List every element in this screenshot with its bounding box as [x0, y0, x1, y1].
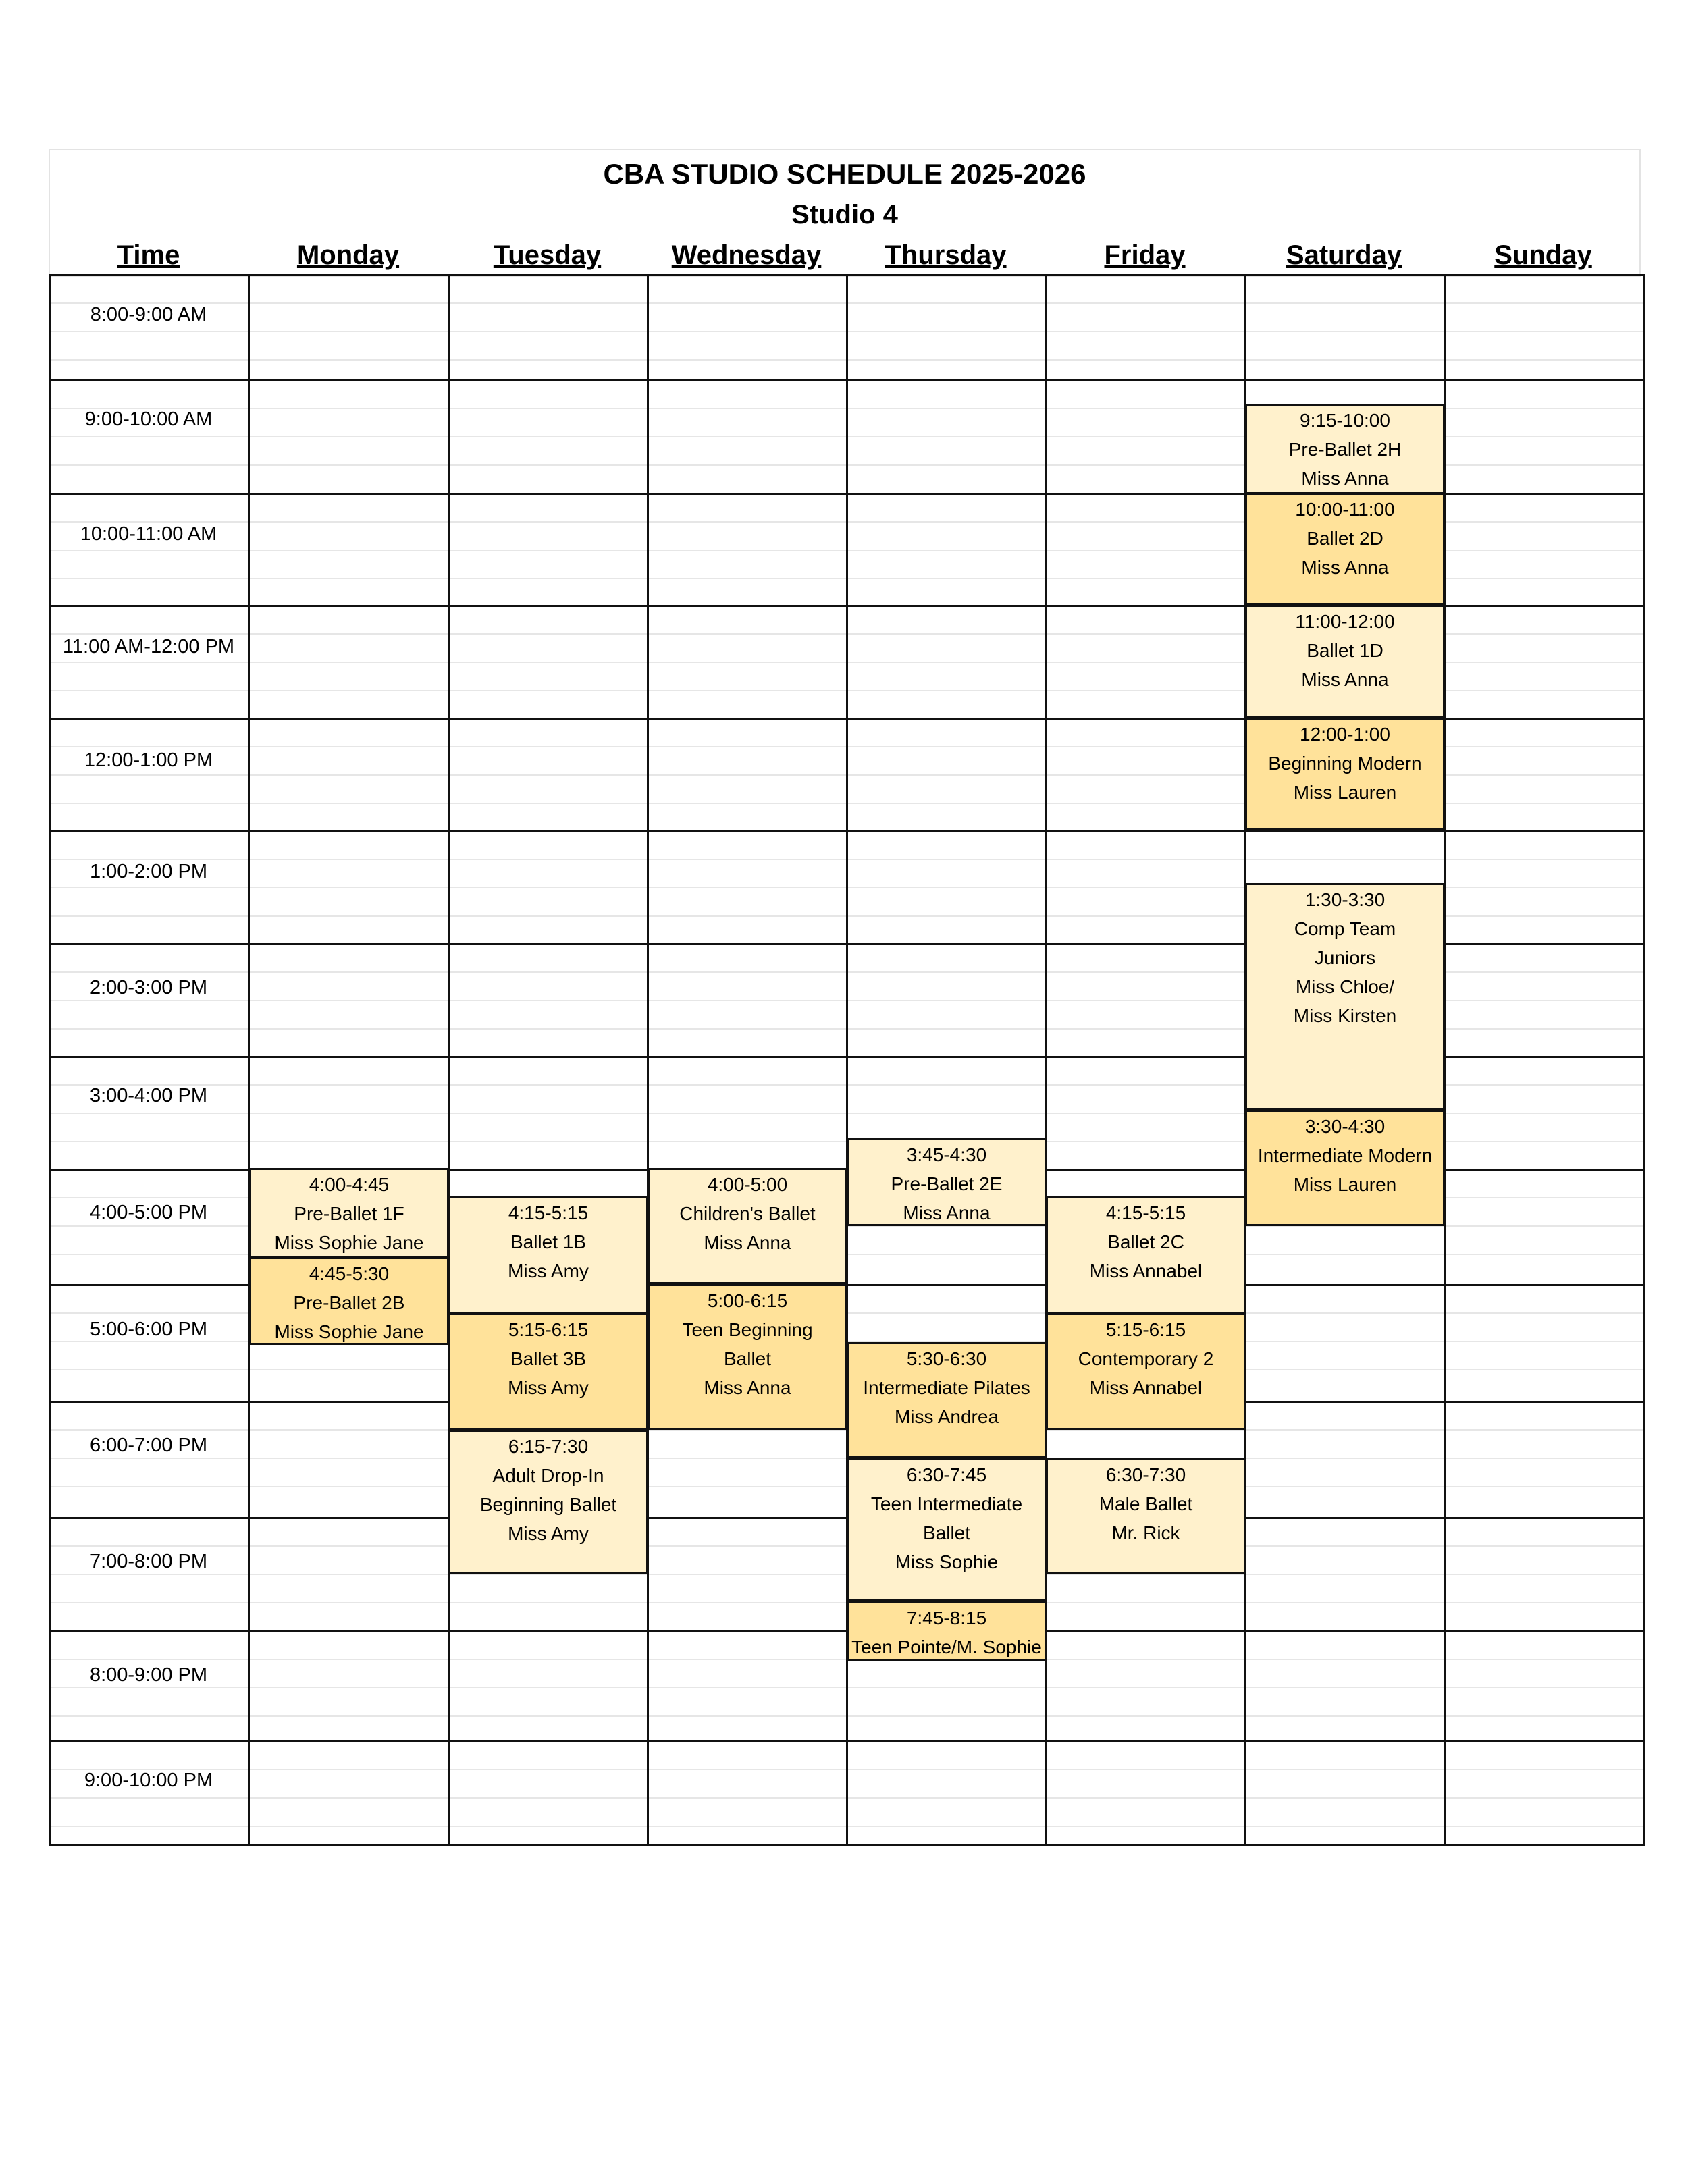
class-time: 5:00-6:15 — [707, 1290, 788, 1311]
class-detail: Mr. Rick — [1111, 1522, 1180, 1543]
time-slot-label: 12:00-1:00 PM — [84, 749, 213, 771]
class-name: Pre-Ballet 2B — [293, 1292, 405, 1313]
class-block — [1046, 1458, 1246, 1574]
class-block — [847, 1138, 1047, 1226]
class-time: 6:15-7:30 — [508, 1436, 589, 1457]
class-time: 10:00-11:00 — [1295, 499, 1395, 520]
class-block — [847, 1601, 1047, 1661]
class-block — [1245, 1110, 1445, 1226]
time-slot-label: 8:00-9:00 AM — [90, 304, 207, 325]
class-block — [249, 1168, 449, 1258]
time-slot-label: 7:00-8:00 PM — [89, 1551, 208, 1572]
class-time: 4:15-5:15 — [508, 1202, 589, 1223]
column-divider — [49, 274, 51, 1846]
class-detail: Miss Sophie — [895, 1551, 999, 1572]
class-detail: Miss Sophie Jane — [274, 1232, 424, 1253]
class-time: 5:15-6:15 — [508, 1319, 589, 1340]
class-block — [1245, 605, 1445, 718]
class-detail: Juniors — [1314, 947, 1376, 968]
class-block — [1046, 1313, 1246, 1430]
time-slot-label: 8:00-9:00 PM — [89, 1664, 208, 1686]
class-name: Children's Ballet — [679, 1203, 816, 1224]
time-slot-label: 9:00-10:00 AM — [84, 408, 213, 430]
class-detail: Miss Annabel — [1089, 1377, 1203, 1398]
time-slot-label: 3:00-4:00 PM — [89, 1085, 208, 1107]
time-slot-label: 9:00-10:00 PM — [84, 1769, 213, 1791]
class-name: Teen Beginning — [682, 1319, 813, 1340]
class-detail: Miss Lauren — [1293, 1174, 1397, 1195]
class-name: Comp Team — [1294, 918, 1396, 939]
column-header-thursday: Thursday — [885, 240, 1007, 270]
class-detail: Miss Anna — [903, 1202, 991, 1223]
class-detail: Miss Andrea — [894, 1406, 999, 1427]
class-block — [847, 1342, 1047, 1458]
column-header-friday: Friday — [1104, 240, 1186, 270]
class-time: 5:30-6:30 — [906, 1348, 987, 1369]
class-name: Ballet 3B — [510, 1348, 587, 1369]
class-name: Intermediate Modern — [1257, 1145, 1433, 1166]
class-time: 1:30-3:30 — [1304, 889, 1386, 910]
class-detail: Miss Anna — [1301, 669, 1389, 690]
time-slot-label: 1:00-2:00 PM — [89, 861, 208, 882]
class-detail: Beginning Ballet — [479, 1494, 617, 1515]
class-detail: Miss Sophie Jane — [274, 1321, 424, 1342]
column-header-saturday: Saturday — [1286, 240, 1402, 270]
class-detail: Miss Anna — [704, 1232, 791, 1253]
column-header-monday: Monday — [296, 240, 400, 270]
column-header-tuesday: Tuesday — [493, 240, 602, 270]
time-slot-label: 6:00-7:00 PM — [89, 1435, 208, 1456]
class-block — [1245, 493, 1445, 605]
class-block — [1245, 404, 1445, 494]
class-time: 6:30-7:45 — [906, 1464, 987, 1485]
class-detail: Ballet — [922, 1522, 971, 1543]
time-slot-label: 5:00-6:00 PM — [89, 1319, 208, 1340]
class-block — [847, 1458, 1047, 1601]
class-time: 9:15-10:00 — [1300, 410, 1390, 431]
class-detail: Miss Amy — [508, 1523, 589, 1544]
time-slot-label: 4:00-5:00 PM — [89, 1202, 208, 1223]
class-time: 12:00-1:00 — [1300, 724, 1390, 745]
class-time: 3:30-4:30 — [1304, 1116, 1386, 1137]
class-time: 3:45-4:30 — [906, 1144, 987, 1165]
time-slot-label: 11:00 AM-12:00 PM — [62, 636, 235, 658]
column-divider — [647, 274, 649, 1846]
class-detail: Miss Anna — [704, 1377, 791, 1398]
class-name: Contemporary 2 — [1078, 1348, 1214, 1369]
class-detail: Miss Chloe/ — [1295, 976, 1395, 997]
class-name: Ballet 2C — [1107, 1231, 1184, 1252]
class-detail: Ballet — [723, 1348, 772, 1369]
class-block — [448, 1430, 648, 1574]
class-detail: Miss Anna — [1301, 468, 1389, 489]
class-name: Intermediate Pilates — [863, 1377, 1030, 1398]
class-block — [1046, 1196, 1246, 1314]
column-header-wednesday: Wednesday — [671, 240, 822, 270]
class-detail: Miss Amy — [508, 1260, 589, 1281]
class-name: Pre-Ballet 2E — [891, 1173, 1003, 1194]
column-header-sunday: Sunday — [1494, 240, 1592, 270]
class-time: 4:00-4:45 — [309, 1174, 390, 1195]
class-detail: Miss Kirsten — [1293, 1005, 1397, 1026]
class-name: Teen Intermediate — [870, 1493, 1023, 1514]
class-time: 4:45-5:30 — [309, 1263, 390, 1284]
class-block — [648, 1168, 847, 1284]
class-time: 7:45-8:15 — [906, 1607, 987, 1628]
page-subtitle: Studio 4 — [791, 200, 898, 230]
class-time: 6:30-7:30 — [1105, 1464, 1186, 1485]
class-name: Ballet 2D — [1307, 528, 1383, 549]
class-name: Beginning Modern — [1268, 753, 1422, 774]
class-name: Male Ballet — [1099, 1493, 1193, 1514]
column-divider — [1643, 274, 1645, 1846]
page-title: CBA STUDIO SCHEDULE 2025-2026 — [603, 158, 1086, 190]
class-block — [448, 1196, 648, 1314]
class-detail: Miss Lauren — [1293, 782, 1397, 803]
class-detail: Miss Anna — [1301, 557, 1389, 578]
time-slot-label: 2:00-3:00 PM — [89, 977, 208, 998]
class-time: 11:00-12:00 — [1295, 611, 1395, 632]
class-detail: Miss Amy — [508, 1377, 589, 1398]
class-time: 4:00-5:00 — [707, 1174, 788, 1195]
class-time: 5:15-6:15 — [1105, 1319, 1186, 1340]
class-name: Pre-Ballet 2H — [1288, 439, 1402, 460]
class-name: Pre-Ballet 1F — [294, 1203, 404, 1224]
class-name: Teen Pointe/M. Sophie — [851, 1636, 1042, 1657]
class-time: 4:15-5:15 — [1105, 1202, 1186, 1223]
class-block — [648, 1284, 847, 1430]
class-block — [249, 1257, 449, 1345]
class-block — [1245, 883, 1445, 1110]
class-name: Adult Drop-In — [492, 1465, 604, 1486]
time-slot-label: 10:00-11:00 AM — [80, 523, 217, 545]
class-block — [448, 1313, 648, 1430]
class-block — [1245, 718, 1445, 830]
column-divider — [248, 274, 250, 1846]
column-header-time: Time — [117, 240, 180, 270]
class-detail: Miss Annabel — [1089, 1260, 1203, 1281]
column-divider — [448, 274, 450, 1846]
class-name: Ballet 1D — [1307, 640, 1383, 661]
class-name: Ballet 1B — [510, 1231, 587, 1252]
